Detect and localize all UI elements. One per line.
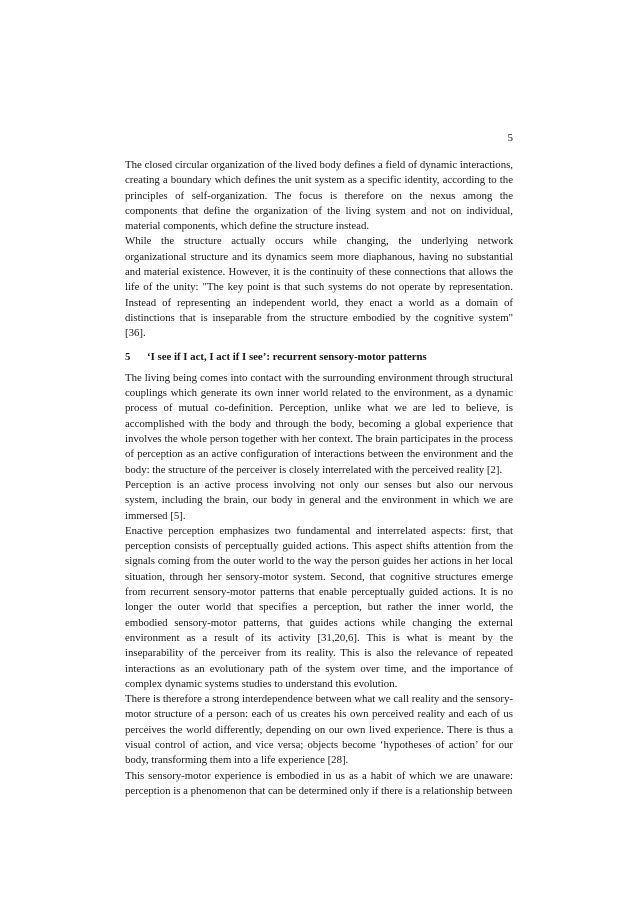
paragraph: The living being comes into contact with the surrounding environment through structural couplings which generate its own inner world related to the environment, as a dynamic process of mutual co-definition. Perception, unlike what we are led to believe, is accomplished with the body and through the body, becoming a global experience that involves the whole person together with her context. The brain participates in the process of perception as an active configuration of interactions between the environment and the body: the structure of the perceiver is closely interrelated with the perceived reality [2]. — [125, 371, 513, 476]
section-number: 5 — [125, 350, 131, 363]
paragraph: This sensory-motor experience is embodied in us as a habit of which we are unaware: perception is a phenomenon that can be determined only if there is a relationship between — [125, 769, 513, 797]
paragraph: While the structure actually occurs while changing, the underlying network organizational structure and its dynamics seem more diaphanous, having no substantial and material existence. However, it is the continuity of these connections that allows the life of the unity: "The key point is that such systems do not operate by representation. Instead of representing an independent world, they enact a world as a domain of distinctions that is inseparable from the structure embodied by the cognitive system" [36]. — [125, 235, 513, 340]
paragraph: Enactive perception emphasizes two fundamental and interrelated aspects: first, that perception consists of perceptually guided actions. This aspect shifts attention from the signals coming from the outer world to the way the person guides her actions in her local situation, through her sensory-motor system. Second, that cognitive structures emerge from recurrent sensory-motor patterns that enable perceptually guided actions. It is no longer the outer world that specifies a perception, but rather the inner world, the embodied sensory-motor patterns, that guides actions while changing the external environment as a result of its activity [31,20,6]. This is what is meant by the inseparability of the perceiver from its reality. This is also the relevance of repeated interactions as an evolutionary path of the system over time, and the importance of complex dynamic systems studies to understand this evolution. — [125, 524, 513, 690]
paragraph: Perception is an active process involving not only our senses but also our nervous system, including the brain, our body in general and the environment in which we are immersed [5]. — [125, 478, 513, 522]
paragraph: The closed circular organization of the lived body defines a field of dynamic interactions, creating a boundary which defines the unit system as a specific identity, according to the principles of self-organization. The focus is therefore on the nexus among the components that define the organization of the living system and not on individual, material components, which define the structure instead. — [125, 159, 513, 233]
paragraph: There is therefore a strong interdependence between what we call reality and the sensory-motor structure of a person: each of us creates his own perceived reality and each of us perceives the world differently, depending on our own lived experience. There is thus a visual control of action, and vice versa; objects become ‘hypotheses of action’ for our body, transforming them into a life experience [28]. — [125, 693, 513, 767]
section-title: ‘I see if I act, I act if I see’: recurrent sensory-motor patterns — [147, 350, 427, 363]
section-heading — [125, 350, 513, 365]
body-text — [125, 158, 513, 799]
page-number: 5 — [507, 132, 513, 144]
